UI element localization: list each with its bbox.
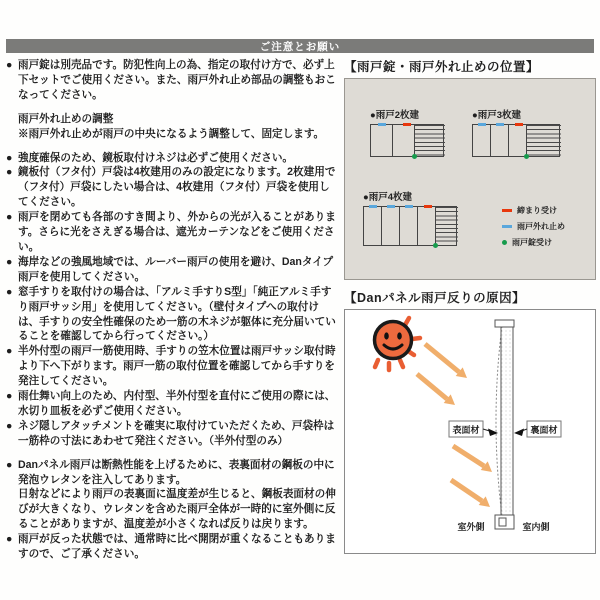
legend-label: 雨戸外れ止め <box>517 222 565 231</box>
legend-label: 締まり受け <box>517 206 557 215</box>
svg-text:表面材: 表面材 <box>452 425 480 435</box>
note-paragraph <box>6 112 339 127</box>
bullet-marker: ● <box>6 345 13 358</box>
note-paragraph <box>6 344 339 389</box>
note-paragraph <box>6 255 339 285</box>
shutter-diagram-body <box>472 124 560 157</box>
bullet-marker: ● <box>6 211 13 224</box>
note-paragraph <box>6 165 339 210</box>
shutter-panel <box>364 207 382 245</box>
shutter-box-hatch <box>415 125 445 156</box>
shutter-panel <box>400 207 418 245</box>
note-text: 強度確保のため、鏡板取付けネジは必ずご使用ください。 <box>18 151 294 164</box>
bullet-marker: ● <box>6 419 13 432</box>
note-text: ※雨戸外れ止めが雨戸の中央になるよう調整して、固定します。 <box>18 127 325 140</box>
detach-stopper-marker <box>369 205 377 208</box>
diagram-label: ●雨戸2枚建 <box>370 110 420 121</box>
diagram-label: ●雨戸4枚建 <box>363 192 413 203</box>
note-text: 窓手すりを取付けの場合は、「アルミ手すりS型」「純正アルミ手すり雨戸サッシ用」を使用してください。（壁付タイプへの取付けは、手すりの安全性確保のため一筋の木ネジが躯体に充分届いていることを確認してから行ってください。） <box>18 285 336 343</box>
bullet-marker: ● <box>6 285 13 298</box>
shutter-diagram-body <box>363 206 457 246</box>
detach-stopper-marker <box>405 205 413 208</box>
indoor-side-label: 室内側 <box>522 522 550 532</box>
note-paragraph <box>6 151 339 166</box>
shutter-panel <box>382 207 400 245</box>
lock-keeper-marker <box>524 154 529 159</box>
detach-stopper-marker <box>387 205 395 208</box>
lock-keeper-marker <box>412 154 417 159</box>
note-paragraph <box>6 210 339 255</box>
note-text: ネジ隠しアタッチメントを確実に取付けていただくため、戸袋枠は一筋枠の寸法にあわせて発注ください。（半外付型のみ） <box>18 419 335 447</box>
bullet-marker: ● <box>6 59 13 71</box>
note-paragraph <box>6 127 339 142</box>
legend-label: 雨戸錠受け <box>512 238 552 247</box>
diagrams-column <box>344 57 596 554</box>
shutter-panel-section <box>495 320 514 529</box>
note-paragraph <box>6 487 339 532</box>
bullet-marker: ● <box>6 390 13 403</box>
note-text: 雨仕舞い向上のため、内付型、半外付型を直付にご使用の際には、水切り皿板を必ずご使用ください。 <box>18 390 336 417</box>
note-text: 海岸などの強風地域では、ルーバー雨戸の使用を避け、Danタイプ雨戸を使用してください。 <box>18 255 334 283</box>
legend-dot-marker <box>502 240 507 245</box>
shutter-panel <box>371 125 393 156</box>
bullet-marker: ● <box>6 458 13 471</box>
notice-header-title: ご注意とお願い <box>259 40 341 53</box>
position-box-title: 【雨戸錠・雨戸外れ止めの位置】 <box>344 60 540 74</box>
notes-column <box>6 58 339 562</box>
shutter-diagram-2mai <box>370 107 444 157</box>
legend-bar-marker <box>502 209 512 212</box>
warp-diagram <box>345 310 595 553</box>
note-text: 鏡板付（フタ付）戸袋は4枚建用のみの設定になります。2枚建用で（フタ付）戸袋にしたい場合は、4枚建用（フタ付）戸袋を使用してください。 <box>18 166 336 209</box>
latch-keeper-marker <box>424 205 432 208</box>
notice-header <box>6 39 594 53</box>
bullet-marker: ● <box>6 533 13 546</box>
shutter-diagram-3mai <box>472 107 560 157</box>
note-paragraph <box>6 532 339 562</box>
warp-box-title: 【Danパネル雨戸反りの原因】 <box>344 291 526 305</box>
note-text: 雨戸外れ止めの調整 <box>18 112 114 125</box>
shutter-box-hatch <box>436 207 458 245</box>
front-material-label <box>449 421 498 437</box>
note-paragraph <box>6 419 339 449</box>
legend-item <box>502 205 557 216</box>
shutter-diagram-4mai <box>363 189 457 246</box>
latch-keeper-marker <box>403 123 411 126</box>
shutter-panel <box>491 125 509 156</box>
legend-bar-marker <box>502 225 512 228</box>
bullet-marker: ● <box>6 255 13 268</box>
svg-text:裏面材: 裏面材 <box>530 425 558 435</box>
note-text: 雨戸が反った状態では、通常時に比べ開閉が重くなることもありますので、ご了承ください。 <box>18 533 336 561</box>
shutter-box-hatch <box>527 125 561 156</box>
bullet-marker: ● <box>6 151 13 164</box>
back-material-label <box>514 421 561 437</box>
detach-stopper-marker <box>496 123 504 126</box>
note-text: 雨戸を閉めても各部のすき間より、外からの光が入ることがあります。さらに光をさえぎる場合は、遮光カーテンなどをご使用ください。 <box>18 211 336 253</box>
shutter-panel <box>473 125 491 156</box>
sun-icon <box>375 318 421 370</box>
note-paragraph <box>6 58 339 103</box>
diagram-label: ●雨戸3枚建 <box>472 110 522 121</box>
bullet-marker: ● <box>6 166 13 179</box>
warp-diagram-box <box>344 309 596 554</box>
detach-stopper-marker <box>478 123 486 126</box>
pointer-arrow-icon <box>514 429 524 437</box>
shutter-diagram-body <box>370 124 444 157</box>
shutter-panel <box>509 125 527 156</box>
note-text: 雨戸錠は別売品です。防犯性向上の為、指定の取付け方で、必ず上下セットでご使用ください。また、雨戸外れ止め部品の調整もおこなってください。 <box>18 59 336 101</box>
outdoor-side-label: 室外側 <box>457 522 485 532</box>
note-text: 半外付型の雨戸一筋使用時、手すりの笠木位置は雨戸サッシ取付時より下へ下がります。雨戸一筋の取付位置を確認してから手すりを発注してください。 <box>18 345 336 388</box>
note-paragraph <box>6 458 339 488</box>
note-text: Danパネル雨戸は断熱性能を上げるために、表裏面材の鋼板の中に発泡ウレタンを注入してあります。 <box>18 458 335 486</box>
shutter-panel <box>418 207 436 245</box>
note-text: 日射などにより雨戸の表裏面に温度差が生じると、鋼板表面材の伸びが大きくなり、ウレタンを含めた雨戸全体が一時的に室外側に反ることがありますが、温度差が小さくなれば反りは戻ります。 <box>18 488 336 531</box>
legend-item <box>502 221 565 232</box>
detach-stopper-marker <box>378 123 386 126</box>
lock-keeper-marker <box>433 243 438 248</box>
shutter-panel <box>393 125 415 156</box>
legend-item <box>502 237 552 248</box>
position-diagram-box <box>344 78 596 280</box>
note-paragraph <box>6 285 339 345</box>
latch-keeper-marker <box>515 123 523 126</box>
note-paragraph <box>6 389 339 419</box>
